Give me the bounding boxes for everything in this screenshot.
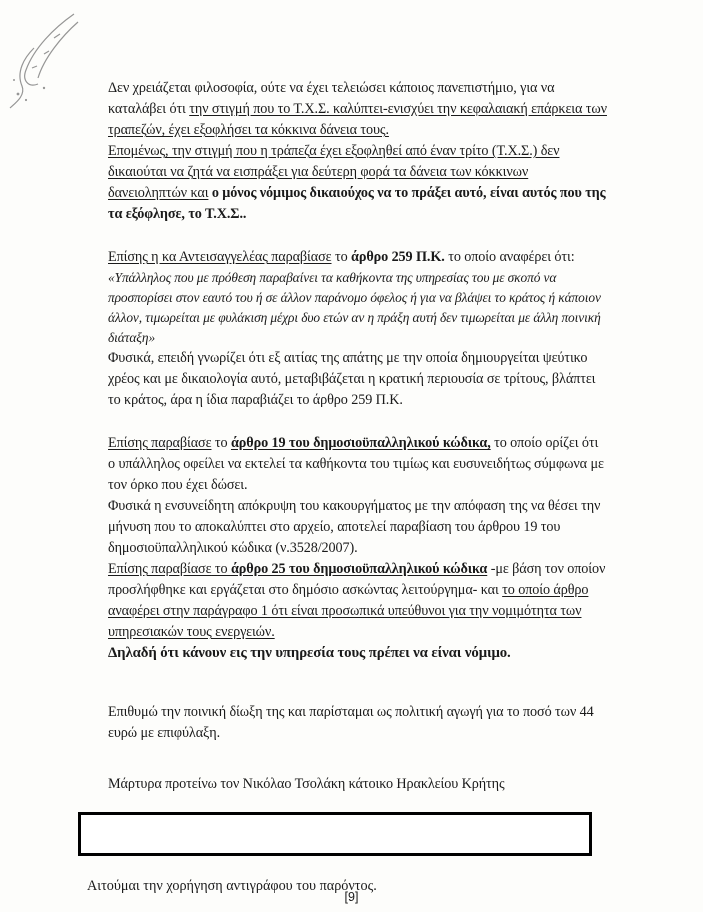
redaction-box — [78, 812, 592, 856]
text: Δεν χρειάζεται φιλοσοφία, ούτε να έχει τελειώσει κάποιος πανεπιστήμιο, για να καταλάβει ότι — [108, 80, 555, 117]
paragraph-5 — [108, 559, 608, 643]
underlined-text: Επίσης παραβίασε — [108, 561, 212, 577]
text: -με βάση τον οποίον προσλήφθηκε και εργάζεται στο δημόσιο ασκώντας λειτούργημα- και — [108, 561, 606, 598]
text: Φυσικά η ενσυνείδητη απόκρυψη του κακουργήματος με την απόφαση της να θέσει την μήνυση που το αποκαλύπτει στο αρχείο, αποτελεί παραβίαση του άρθρου 19 του δημοσιοϋπαλληλικού κώδικα (ν.3528/2007). — [108, 498, 601, 556]
paragraph-1 — [108, 78, 608, 141]
paragraph-3 — [108, 247, 608, 411]
underlined-text: Επομένως, την στιγμή που η τράπεζα έχει εξοφληθεί από έναν τρίτο (Τ.Χ.Σ.) δεν δικαιούται να ζητά να εισπράξει για δεύτερη φορά τα δάνεια των κόκκινων δανειοληπτών και — [108, 143, 560, 201]
text: το οποίο αναφέρει ότι: — [444, 249, 575, 265]
article-259-ref: άρθρο 259 Π.Κ. — [351, 249, 445, 265]
bold-text: ο μόνος νόμιμος δικαιούχος να το πράξει αυτό, είναι αυτός που της τα εξόφλησε, το Τ.Χ.Σ.. — [108, 185, 606, 222]
document-body — [108, 78, 608, 795]
paragraph-4 — [108, 433, 608, 559]
underlined-text: την στιγμή που το Τ.Χ.Σ. καλύπτει-ενισχύει την κεφαλαιακή επάρκεια των τραπεζών, έχει εξοφλήσει τα κόκκινα δάνεια τους. — [108, 101, 607, 138]
text: το — [331, 249, 352, 265]
paragraph-6: Δηλαδή ότι κάνουν εις την υπηρεσία τους πρέπει να είναι νόμιμο. — [108, 645, 511, 661]
paragraph-9: Αιτούμαι την χορήγηση αντιγράφου του παρόντος. — [87, 878, 377, 895]
paragraph-2 — [108, 141, 608, 225]
stamp-mark — [4, 8, 96, 118]
paragraph-8: Μάρτυρα προτείνω τον Νικόλαο Τσολάκη κάτοικο Ηρακλείου Κρήτης — [108, 776, 505, 792]
article-19-ref: άρθρο 19 του δημοσιοϋπαλληλικού κώδικα, — [230, 435, 491, 451]
underlined-text: Επίσης η κα Αντεισαγγελέας παραβίασε — [108, 249, 332, 265]
article-25-ref: άρθρο 25 του δημοσιοϋπαλληλικού κώδικα — [230, 561, 488, 577]
underlined-text: το οποίο άρθρο αναφέρει στην παράγραφο 1 ότι είναι προσωπικά υπεύθυνοι για την νομιμότητα των υπηρεσιακών τους ενεργειών. — [108, 582, 589, 640]
legal-quote: «Υπάλληλος που με πρόθεση παραβαίνει τα καθήκοντα της υπηρεσίας του με σκοπό να προσπορίσει στον εαυτό του ή σε άλλον παράνομο όφελος ή για να βλάψει το κράτος ή κάποιον άλλον, τιμωρείται με φυλάκιση μέχρι δυο ετών αν η πράξη αυτή δεν τιμωρείται με άλλη ποινική διάταξη» — [108, 270, 601, 345]
text: το οποίο ορίζει ότι ο υπάλληλος οφείλει να εκτελεί τα καθήκοντα του τιμίως και ευσυνειδήτως σύμφωνα με τον όρκο που έχει δώσει. — [108, 435, 604, 493]
underlined-text: Επίσης παραβίασε — [108, 435, 212, 451]
underlined-text: το — [211, 561, 231, 577]
text: το — [211, 435, 231, 451]
paragraph-7: Επιθυμώ την ποινική δίωξη της και παρίσταμαι ως πολιτική αγωγή για το ποσό των 44 ευρώ με επιφύλαξη. — [108, 704, 594, 741]
text: Φυσικά, επειδή γνωρίζει ότι εξ αιτίας της απάτης με την οποία δημιουργείται ψεύτικο χρέος και με δικαιολογία αυτό, μεταβιβάζεται η κρατική περιουσία σε τρίτους, βλάπτει το κράτος, άρα η ίδια παραβιάζει το άρθρο 259 Π.Κ. — [108, 350, 596, 408]
page-number: [9] — [344, 890, 359, 904]
